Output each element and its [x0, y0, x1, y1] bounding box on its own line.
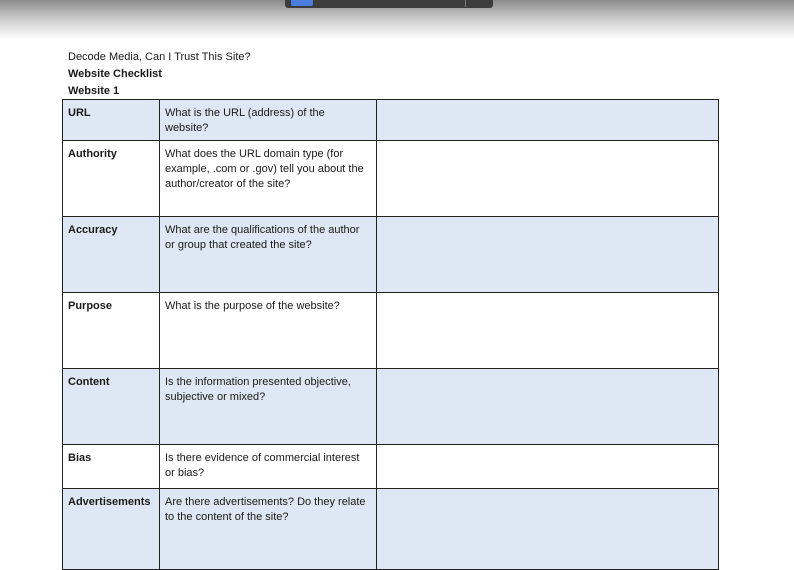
- document-header: [68, 49, 251, 100]
- answer-cell[interactable]: [377, 293, 719, 369]
- criterion-cell: Advertisements: [63, 489, 160, 570]
- question-cell: What is the purpose of the website?: [160, 293, 377, 369]
- document-subtitle: Website Checklist: [68, 68, 162, 80]
- table-row: [63, 293, 719, 369]
- criterion-cell: Bias: [63, 445, 160, 489]
- website-checklist-table: [62, 99, 719, 570]
- document-title: Decode Media, Can I Trust This Site?: [68, 51, 251, 63]
- criterion-cell: Authority: [63, 141, 160, 217]
- viewer-toolbar[interactable]: [285, 0, 493, 8]
- question-cell: What does the URL domain type (for example, .com or .gov) tell you about the author/creator of the site?: [160, 141, 377, 217]
- question-cell: Is the information presented objective, subjective or mixed?: [160, 369, 377, 445]
- toolbar-divider: [465, 0, 466, 7]
- criterion-cell: Content: [63, 369, 160, 445]
- answer-cell[interactable]: [377, 100, 719, 141]
- table-row: [63, 445, 719, 489]
- table-row: [63, 217, 719, 293]
- website-label: Website 1: [68, 85, 120, 97]
- document-icon[interactable]: [291, 0, 313, 6]
- table-row: [63, 141, 719, 217]
- question-cell: What is the URL (address) of the website?: [160, 100, 377, 141]
- criterion-cell: Purpose: [63, 293, 160, 369]
- criterion-cell: Accuracy: [63, 217, 160, 293]
- answer-cell[interactable]: [377, 445, 719, 489]
- question-cell: What are the qualifications of the author or group that created the site?: [160, 217, 377, 293]
- table-row: [63, 489, 719, 570]
- table-row: [63, 369, 719, 445]
- table-row: [63, 100, 719, 141]
- question-cell: Is there evidence of commercial interest or bias?: [160, 445, 377, 489]
- answer-cell[interactable]: [377, 489, 719, 570]
- question-cell: Are there advertisements? Do they relate to the content of the site?: [160, 489, 377, 570]
- answer-cell[interactable]: [377, 141, 719, 217]
- answer-cell[interactable]: [377, 369, 719, 445]
- criterion-cell: URL: [63, 100, 160, 141]
- answer-cell[interactable]: [377, 217, 719, 293]
